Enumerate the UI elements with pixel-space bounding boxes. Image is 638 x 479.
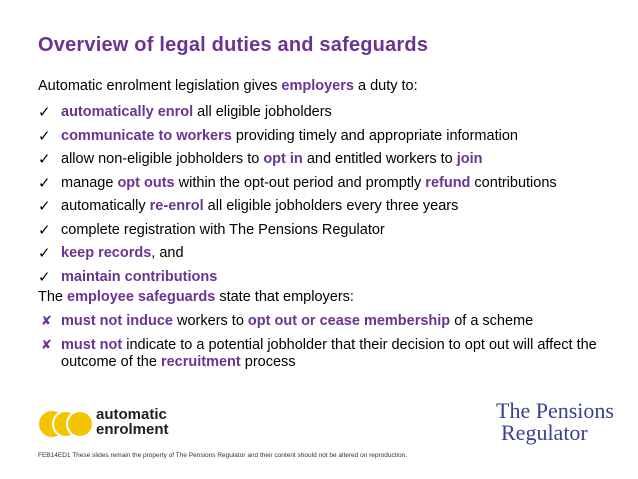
slide-title: Overview of legal duties and safeguards [38,34,429,56]
item-text: process [240,354,296,370]
duty-item [38,266,628,290]
duties-intro [38,78,418,94]
highlight-text: opt outs [117,174,175,191]
safeguard-item [38,313,628,331]
safeguards-intro [38,289,354,305]
highlight-text: communicate to workers [61,127,232,144]
safeguards-intro-post: state that employers: [215,289,354,305]
check-icon: ✓ [38,267,51,286]
safeguards-intro-highlight: employee safeguards [67,289,216,305]
cross-icon: ✘ [41,337,52,353]
highlight-text: opt out or cease membership [247,313,451,329]
intro-highlight: employers [281,78,354,94]
highlight-text: must not [61,336,123,353]
item-text: all eligible jobholders every three years [203,198,459,214]
item-text: complete registration with The Pensions Regulator [61,221,385,238]
duty-item [38,219,628,243]
highlight-text: keep records [61,245,152,261]
item-text: within the opt-out period and promptly [174,174,426,191]
item-text: contributions [470,174,557,191]
item-text: of a scheme [450,313,534,329]
check-icon: ✓ [38,150,51,168]
check-icon: ✓ [38,220,51,239]
highlight-text: recruitment [160,354,241,370]
highlight-text: maintain contributions [61,268,218,285]
duty-item [38,172,628,196]
logo-circles-icon [38,407,94,441]
footer-fineprint: FEB14ED1 These slides remain the property of The Pensions Regulator and their content should not be altered on reproduction. [38,452,408,459]
item-text: allow non-eligible jobholders to [61,151,264,167]
highlight-text: opt in [263,151,303,167]
cross-icon: ✘ [41,314,52,329]
check-icon: ✓ [38,173,51,192]
duty-item [38,101,628,125]
logo-line-2: enrolment [96,421,169,438]
duty-item [38,125,628,149]
safeguards-list [38,313,628,378]
check-icon: ✓ [38,244,51,262]
duty-item [38,242,628,266]
item-text: all eligible jobholders [193,104,332,120]
duties-list [38,101,628,289]
item-text: indicate to a potential jobholder that their decision to opt out will affect the outcome of the [61,336,597,370]
logo-text [96,407,169,437]
item-text: , and [151,245,184,261]
duty-item [38,195,628,219]
item-text: automatically [61,198,150,214]
logo-line-1: automatic [96,406,167,423]
item-text: manage [61,174,118,191]
automatic-enrolment-logo [38,405,178,445]
safeguard-item [38,337,628,372]
check-icon: ✓ [38,197,51,215]
regulator-line-2: Regulator [501,420,588,445]
item-text: workers to [172,313,248,329]
item-text: providing timely and appropriate information [231,127,518,144]
safeguards-intro-pre: The [38,289,68,305]
duty-item [38,148,628,172]
regulator-line-1: The Pensions [496,398,614,423]
item-text: and entitled workers to [302,151,457,167]
highlight-text: automatically enrol [61,104,194,120]
highlight-text: must not induce [61,313,173,329]
intro-text-pre: Automatic enrolment legislation gives [38,78,282,94]
check-icon: ✓ [38,103,51,121]
intro-text-post: a duty to: [353,78,418,94]
pensions-regulator-logo [496,400,614,444]
check-icon: ✓ [38,126,51,145]
highlight-text: re-enrol [149,198,204,214]
highlight-text: refund [425,174,471,191]
highlight-text: join [456,151,483,167]
